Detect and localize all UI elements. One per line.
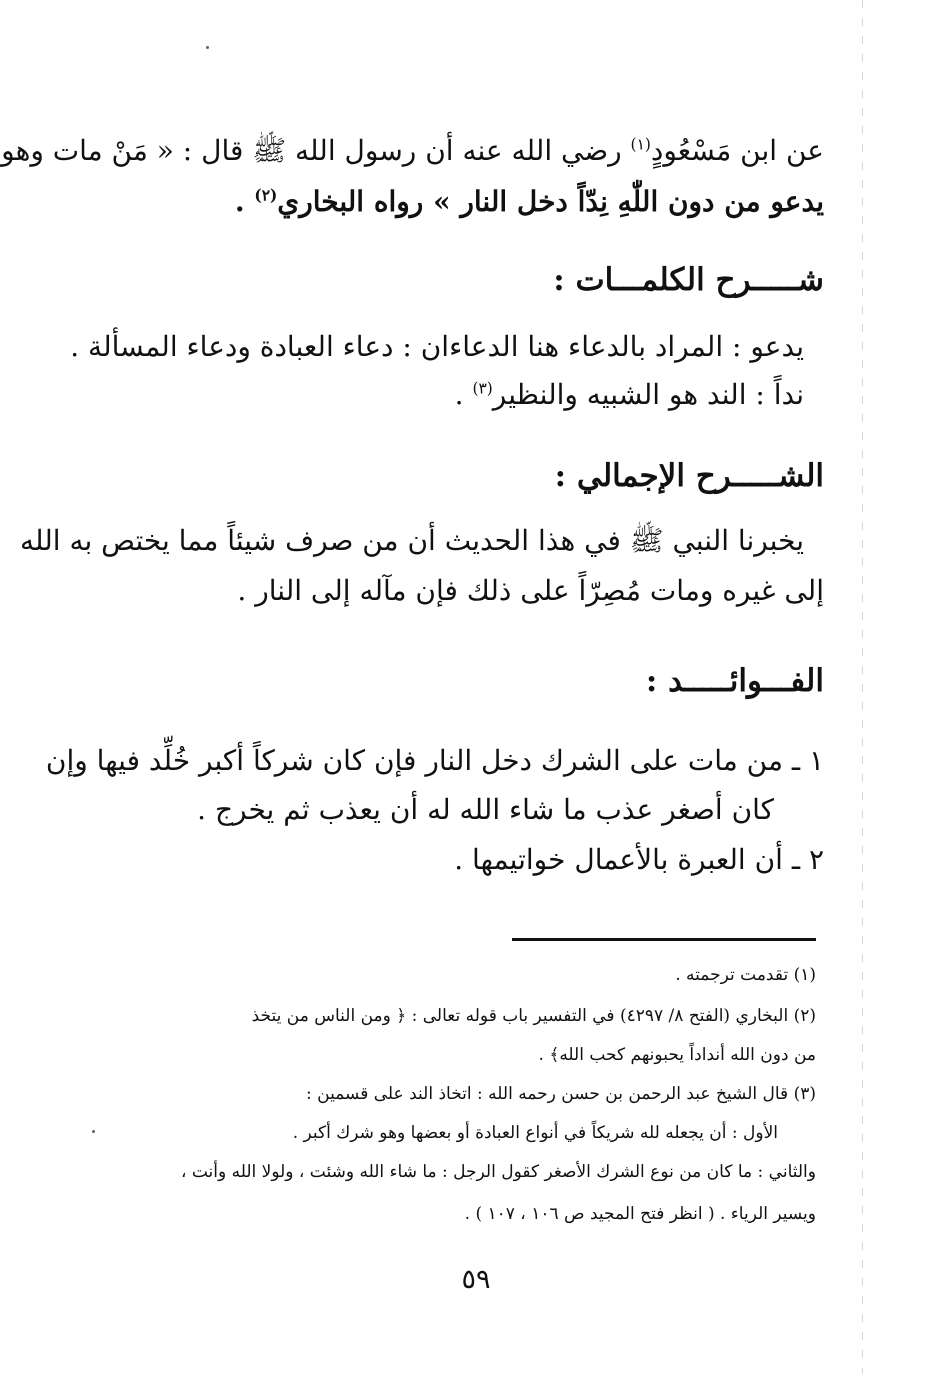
summary-heading: الشـــــرح الإجمالي : bbox=[554, 458, 824, 494]
words-line-1: يدعو : المراد بالدعاء هنا الدعاءان : دعاء العبادة ودعاء المسألة . bbox=[70, 330, 804, 363]
footnote-ref-2: (٢) bbox=[254, 186, 278, 205]
scan-speck bbox=[92, 1130, 95, 1133]
footnote-3-line-1: (٣) قال الشيخ عبد الرحمن بن حسن رحمه الله : اتخاذ الند على قسمين : bbox=[306, 1084, 816, 1104]
benefit-1-line-2: كان أصغر عذب ما شاء الله له أن يعذب ثم يخرج . bbox=[197, 793, 774, 826]
footnote-separator bbox=[512, 938, 816, 941]
hadith-text: يدعو من دون اللّٰهِ نِدّاً دخل النار » رواه البخاري bbox=[277, 185, 824, 218]
words-text: . bbox=[454, 378, 473, 411]
benefits-heading: الفـــوائـــــد : bbox=[645, 663, 824, 699]
benefit-2: ٢ ـ أن العبرة بالأعمال خواتيمها . bbox=[454, 843, 824, 876]
hadith-text: عن ابن مَسْعُودٍ bbox=[650, 134, 824, 167]
footnote-ref-1: (١) bbox=[630, 135, 651, 154]
footnote-2-line-1: (٢) البخاري (الفتح ٨/ ٤٢٩٧) في التفسير باب قوله تعالى : ﴿ ومن الناس من يتخذ bbox=[251, 1006, 816, 1026]
summary-line-2: إلى غيره ومات مُصِرّاً على ذلك فإن مآله إلى النار . bbox=[237, 574, 824, 607]
summary-line-1: يخبرنا النبي ﷺ في هذا الحديث أن من صرف شيئاً مما يختص به الله bbox=[19, 524, 804, 557]
hadith-text: . bbox=[234, 185, 255, 218]
words-heading: شـــــرح الكلمـــات : bbox=[553, 262, 824, 298]
scan-edge-dots bbox=[862, 0, 863, 1374]
scan-speck bbox=[206, 46, 209, 49]
words-text: نداً : الند هو الشبيه والنظير bbox=[492, 378, 804, 411]
footnote-ref-3: (٣) bbox=[472, 379, 493, 398]
hadith-line-2 bbox=[124, 185, 824, 219]
words-line-2 bbox=[124, 378, 804, 412]
footnote-1: (١) تقدمت ترجمته . bbox=[675, 965, 816, 985]
hadith-text: رضي الله عنه أن رسول الله ﷺ قال : « مَنْ مات وهو bbox=[1, 134, 631, 167]
footnote-2-line-2: من دون الله أنداداً يحبونهم كحب الله﴾ . bbox=[538, 1045, 816, 1065]
footnote-3-line-3: والثاني : ما كان من نوع الشرك الأصغر كقول الرجل : ما شاء الله وشئت ، ولولا الله وأنت ، bbox=[180, 1162, 816, 1182]
benefit-1-line-1: ١ ـ من مات على الشرك دخل النار فإن كان شركاً أكبر خُلِّد فيها وإن bbox=[45, 744, 824, 777]
page-number: ٥٩ bbox=[461, 1264, 491, 1295]
footnote-3-line-2: الأول : أن يجعله لله شريكاً في أنواع العبادة أو بعضها وهو شرك أكبر . bbox=[292, 1123, 778, 1143]
footnote-3-line-4: ويسير الرياء . ( انظر فتح المجيد ص ١٠٦ ، ١٠٧ ) . bbox=[464, 1204, 816, 1224]
hadith-line-1 bbox=[1, 134, 824, 168]
